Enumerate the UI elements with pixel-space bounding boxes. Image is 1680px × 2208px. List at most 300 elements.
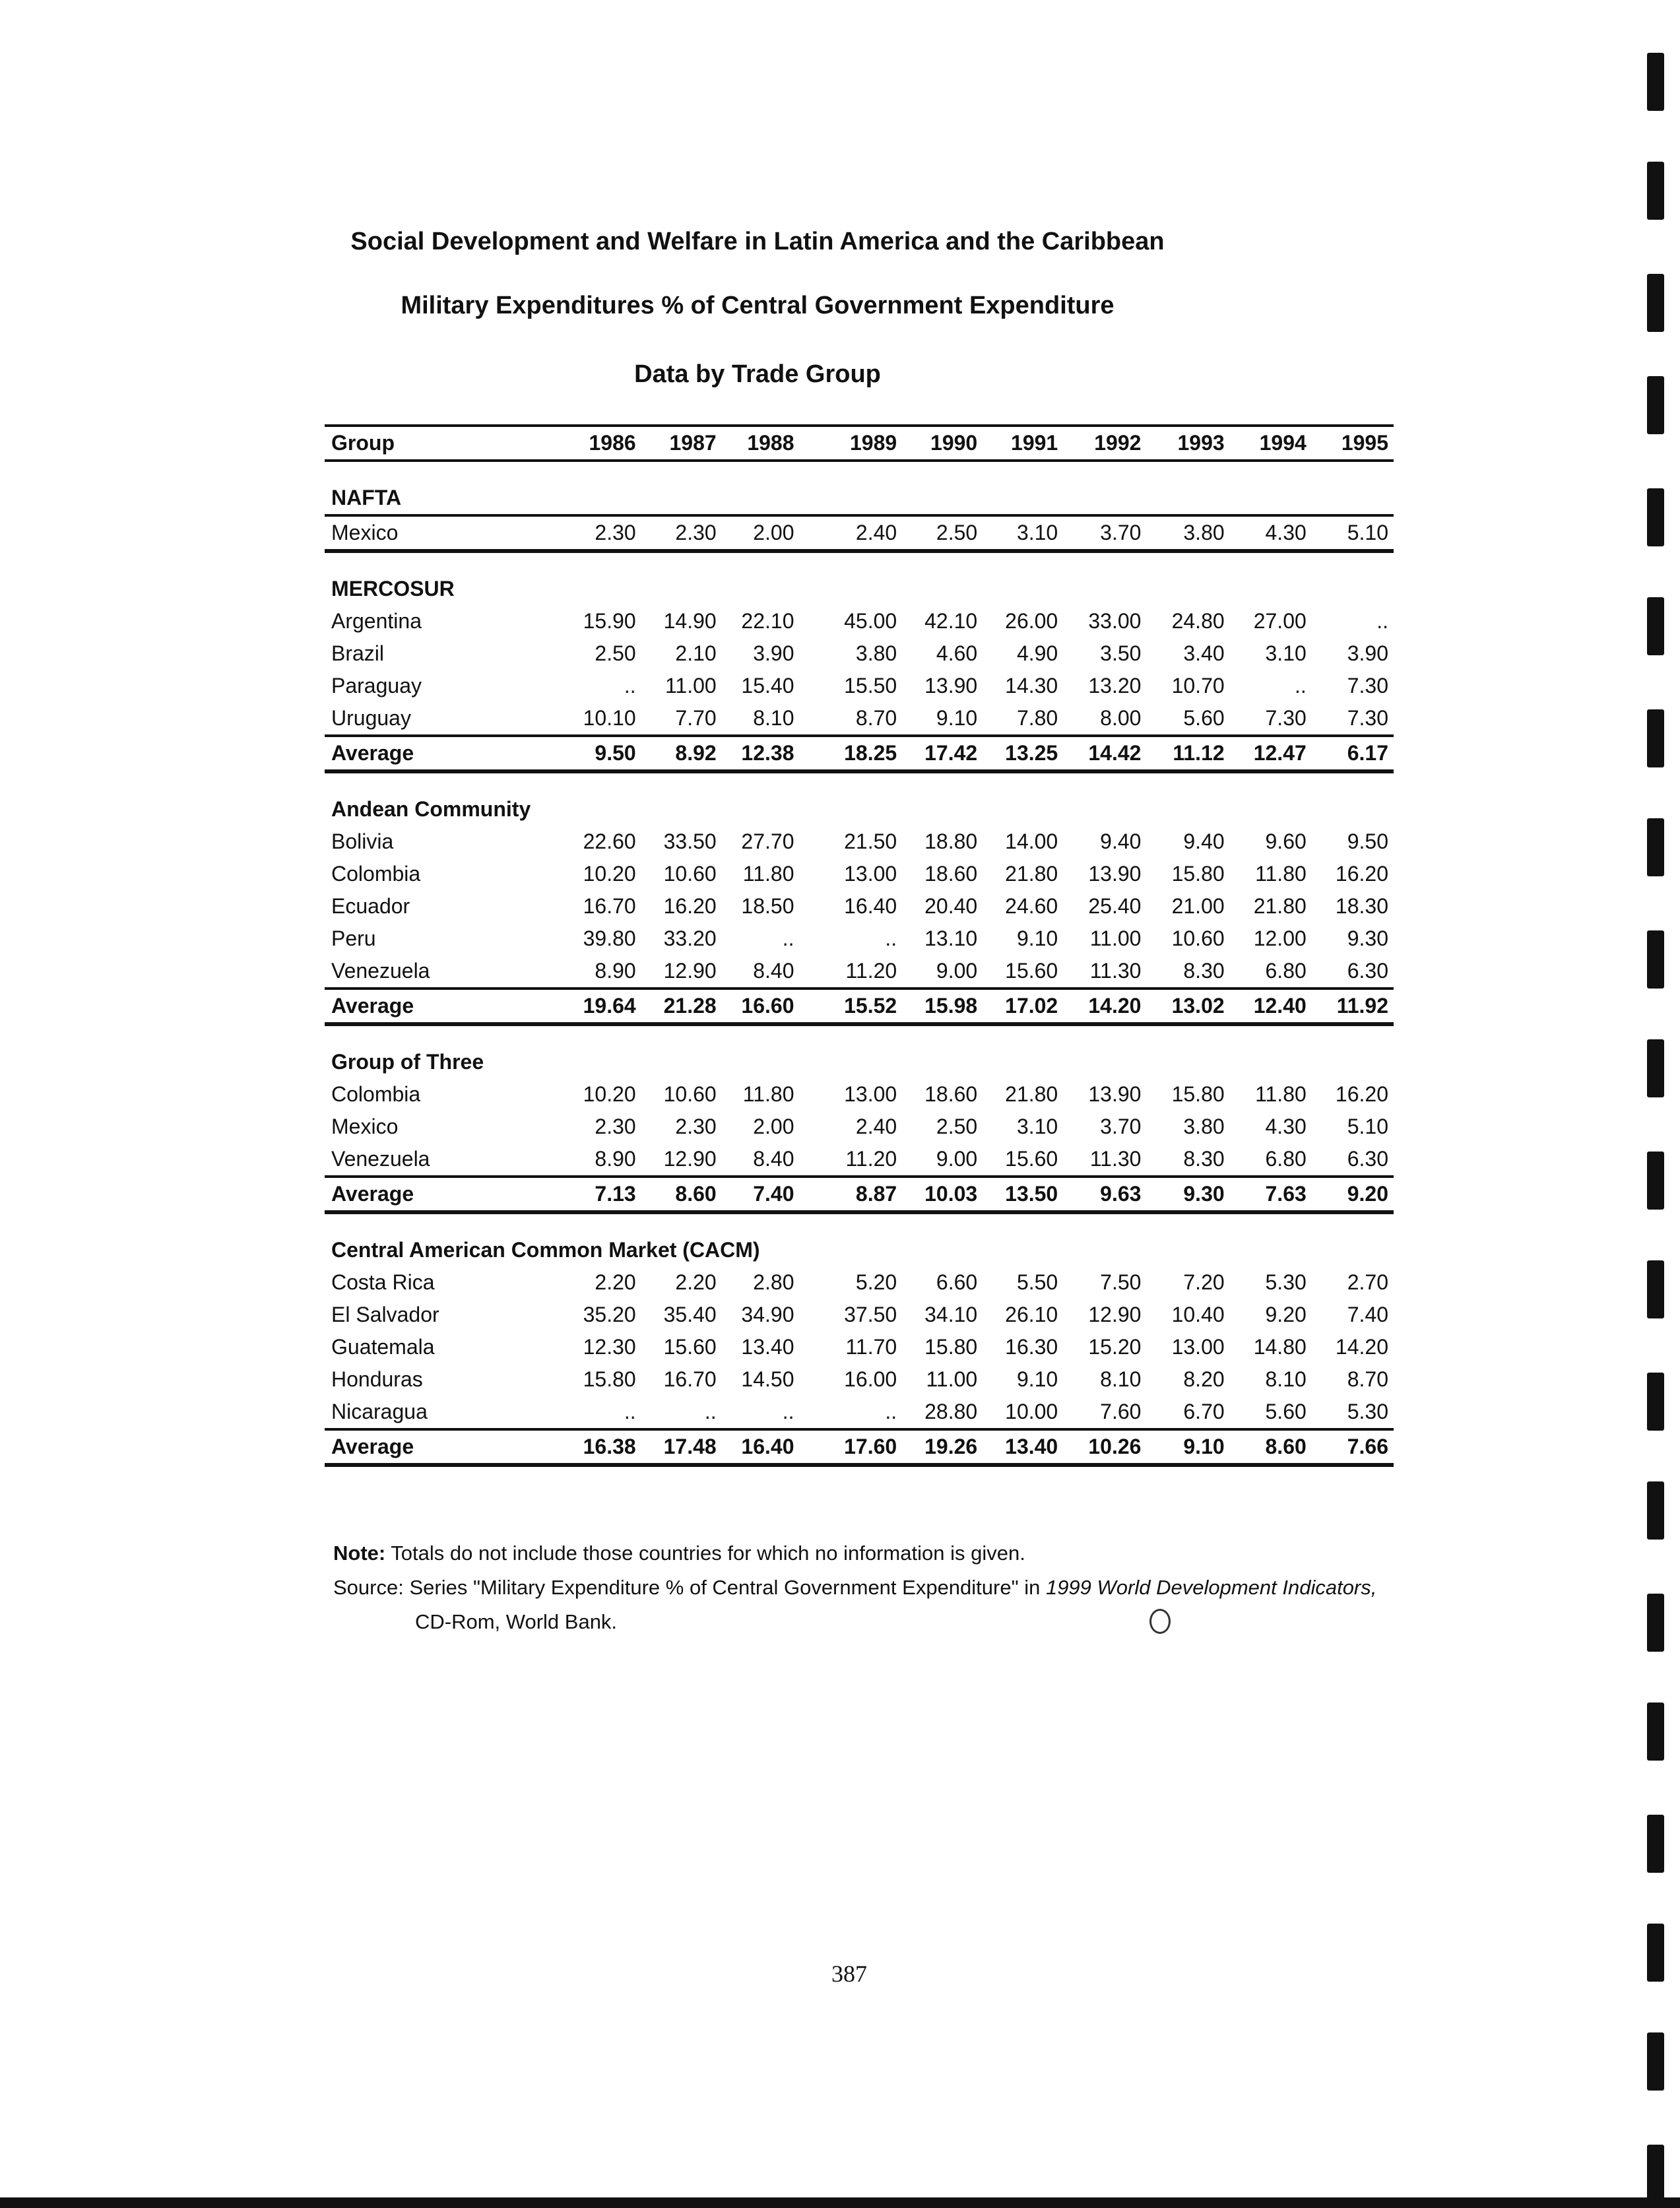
value-cell: 10.70 — [1171, 674, 1225, 698]
value-cell: 12.90 — [1088, 1303, 1142, 1326]
binding-hole-mark — [1647, 1481, 1664, 1540]
value-cell: 3.10 — [983, 515, 1063, 551]
average-row — [325, 736, 1394, 771]
value-cell: 16.40 — [844, 894, 897, 918]
group-header-row — [325, 771, 1394, 826]
value-cell: 18.80 — [924, 829, 978, 853]
note-label: Note: — [333, 1542, 386, 1565]
value-cell: 13.00 — [844, 862, 897, 886]
value-cell: 26.10 — [1005, 1303, 1058, 1326]
value-cell: 15.80 — [1171, 862, 1225, 886]
value-cell: 16.00 — [844, 1367, 897, 1391]
country-label: Argentina — [331, 609, 422, 633]
value-cell: 2.20 — [675, 1270, 717, 1294]
value-cell: 11.80 — [1255, 1082, 1307, 1106]
value-cell: 6.80 — [1265, 959, 1307, 983]
value-cell: 21.80 — [1005, 862, 1058, 886]
average-value-cell: 18.25 — [800, 736, 903, 771]
value-cell: 6.80 — [1265, 1147, 1307, 1171]
country-label: Bolivia — [331, 829, 394, 853]
average-label: Average — [325, 1429, 546, 1465]
average-value-cell: 7.63 — [1230, 1177, 1312, 1212]
value-cell: 3.70 — [1100, 1115, 1142, 1138]
value-cell: 8.10 — [1100, 1367, 1142, 1391]
value-cell: 7.60 — [1100, 1400, 1142, 1423]
table-row — [325, 1363, 1394, 1396]
binding-hole-mark — [1647, 1703, 1664, 1761]
value-cell: 24.80 — [1171, 609, 1225, 633]
value-cell: 10.20 — [583, 1082, 636, 1106]
value-cell: 45.00 — [844, 609, 897, 633]
source-text: Series "Military Expenditure % of Central Government Expenditure" in — [403, 1576, 1046, 1599]
table-row — [325, 890, 1394, 923]
country-label: Uruguay — [331, 706, 411, 730]
table-row — [325, 1396, 1394, 1429]
binding-hole-mark — [1647, 2032, 1664, 2091]
value-cell: 13.20 — [1088, 674, 1142, 698]
value-cell: 18.30 — [1335, 894, 1388, 918]
average-value-cell: 7.13 — [546, 1177, 641, 1212]
average-value-cell: 10.26 — [1063, 1429, 1146, 1465]
source-line-2: CD-Rom, World Bank. — [415, 1610, 618, 1633]
header-cell: 1987 — [641, 426, 722, 461]
value-cell: 35.40 — [663, 1303, 717, 1326]
source-label: Source: — [333, 1576, 404, 1599]
average-label: Average — [325, 1177, 546, 1212]
value-cell: 6.30 — [1347, 1147, 1388, 1171]
value-cell: 3.80 — [855, 641, 897, 665]
average-value-cell: 10.03 — [902, 1177, 983, 1212]
value-cell: 26.00 — [1005, 609, 1058, 633]
binding-hole-mark — [1647, 376, 1664, 434]
value-cell: .. — [885, 926, 897, 950]
header-cell: 1990 — [902, 426, 983, 461]
value-cell: 7.30 — [1265, 706, 1307, 730]
binding-hole-mark — [1647, 1815, 1664, 1873]
average-value-cell: 8.87 — [800, 1177, 903, 1212]
value-cell: 39.80 — [583, 926, 636, 950]
value-cell: 11.30 — [1089, 959, 1142, 983]
value-cell: 9.50 — [1347, 829, 1388, 853]
country-label: Paraguay — [331, 674, 422, 698]
value-cell: 2.30 — [595, 1115, 636, 1138]
value-cell: 11.00 — [1089, 926, 1142, 950]
country-label: Guatemala — [331, 1335, 435, 1359]
value-cell: 10.60 — [663, 1082, 717, 1106]
value-cell: 2.70 — [1347, 1270, 1388, 1294]
note-line — [333, 1536, 1521, 1571]
value-cell: 7.30 — [1347, 674, 1388, 698]
table-row — [325, 670, 1394, 702]
table-row — [325, 826, 1394, 858]
value-cell: 4.60 — [936, 641, 978, 665]
value-cell: 6.60 — [936, 1270, 978, 1294]
value-cell: 16.20 — [1335, 1082, 1388, 1106]
value-cell: 9.10 — [1016, 1367, 1058, 1391]
value-cell: 4.30 — [1265, 1115, 1307, 1138]
table-row — [325, 515, 1394, 551]
average-value-cell: 17.60 — [800, 1429, 903, 1465]
binding-hole-mark — [1647, 1260, 1664, 1318]
binding-hole-mark — [1647, 2145, 1664, 2203]
value-cell: 15.80 — [1171, 1082, 1225, 1106]
header-cell: 1989 — [800, 426, 903, 461]
value-cell: 9.10 — [936, 706, 978, 730]
value-cell: 8.40 — [753, 1147, 794, 1171]
value-cell: .. — [885, 1400, 897, 1423]
value-cell: 13.90 — [924, 674, 978, 698]
header-cell: 1992 — [1063, 426, 1146, 461]
value-cell: 8.10 — [1265, 1367, 1307, 1391]
table-row — [325, 1143, 1394, 1177]
value-cell: 8.30 — [1183, 1147, 1225, 1171]
value-cell: 9.40 — [1183, 829, 1225, 853]
group-header-row — [325, 1024, 1394, 1078]
value-cell: 5.30 — [1265, 1270, 1307, 1294]
value-cell: 9.40 — [1100, 829, 1142, 853]
value-cell: 12.30 — [583, 1335, 636, 1359]
value-cell: 3.90 — [1347, 641, 1388, 665]
value-cell: 5.50 — [1016, 1270, 1058, 1294]
group-name: MERCOSUR — [331, 577, 455, 601]
binding-hole-mark — [1647, 53, 1664, 111]
average-value-cell: 19.26 — [902, 1429, 983, 1465]
value-cell: 11.30 — [1089, 1147, 1142, 1171]
header-cell: 1995 — [1312, 426, 1394, 461]
average-value-cell: 9.30 — [1146, 1177, 1229, 1212]
value-cell: 10.10 — [583, 706, 636, 730]
value-cell: 14.80 — [1253, 1335, 1307, 1359]
value-cell: 2.20 — [595, 1270, 636, 1294]
value-cell: 2.40 — [800, 515, 903, 551]
value-cell: 7.80 — [1016, 706, 1058, 730]
value-cell: 6.70 — [1183, 1400, 1225, 1423]
value-cell: 33.50 — [663, 829, 717, 853]
value-cell: 15.20 — [1088, 1335, 1142, 1359]
value-cell: 5.30 — [1347, 1400, 1388, 1423]
value-cell: 2.00 — [753, 1115, 794, 1138]
notes-block — [333, 1536, 1521, 1639]
value-cell: 2.80 — [753, 1270, 794, 1294]
average-value-cell: 9.50 — [546, 736, 641, 771]
average-value-cell: 11.92 — [1312, 989, 1394, 1024]
average-row — [325, 989, 1394, 1024]
value-cell: 16.70 — [583, 894, 636, 918]
value-cell: 5.60 — [1183, 706, 1225, 730]
average-value-cell: 19.64 — [546, 989, 641, 1024]
country-label: Nicaragua — [331, 1400, 428, 1423]
binding-hole-mark — [1647, 162, 1664, 220]
average-value-cell: 14.42 — [1063, 736, 1146, 771]
average-value-cell: 7.66 — [1312, 1429, 1394, 1465]
binding-hole-mark — [1647, 818, 1664, 876]
average-value-cell: 9.10 — [1146, 1429, 1229, 1465]
value-cell: 7.50 — [1100, 1270, 1142, 1294]
average-value-cell: 16.40 — [722, 1429, 800, 1465]
value-cell: 10.60 — [663, 862, 717, 886]
value-cell: 42.10 — [924, 609, 978, 633]
value-cell: 13.00 — [1171, 1335, 1225, 1359]
average-value-cell: 17.02 — [983, 989, 1063, 1024]
value-cell: 22.10 — [741, 609, 794, 633]
table-row — [325, 1299, 1394, 1331]
table-row — [325, 1331, 1394, 1363]
binding-hole-mark — [1647, 1373, 1664, 1431]
value-cell: 11.80 — [742, 1082, 794, 1106]
value-cell: 15.40 — [741, 674, 794, 698]
average-value-cell: 12.47 — [1230, 736, 1312, 771]
document-section-title: Data by Trade Group — [634, 360, 881, 388]
table-row — [325, 637, 1394, 670]
value-cell: 3.80 — [1183, 1115, 1225, 1138]
value-cell: 20.40 — [924, 894, 978, 918]
value-cell: .. — [782, 926, 794, 950]
value-cell: 13.40 — [741, 1335, 794, 1359]
binding-hole-mark — [1647, 1924, 1664, 1982]
average-value-cell: 12.40 — [1230, 989, 1312, 1024]
average-label: Average — [325, 736, 546, 771]
value-cell: 21.80 — [1253, 894, 1307, 918]
value-cell: 12.90 — [663, 959, 717, 983]
value-cell: 2.30 — [641, 515, 722, 551]
value-cell: 4.90 — [1016, 641, 1058, 665]
average-value-cell: 13.50 — [983, 1177, 1063, 1212]
value-cell: 9.60 — [1265, 829, 1307, 853]
table-row — [325, 923, 1394, 955]
value-cell: 10.40 — [1171, 1303, 1225, 1326]
average-value-cell: 15.98 — [902, 989, 983, 1024]
country-label: Venezuela — [331, 1147, 430, 1171]
header-cell: 1988 — [722, 426, 800, 461]
value-cell: 2.50 — [936, 1115, 978, 1138]
value-cell: 3.50 — [1100, 641, 1142, 665]
value-cell: 9.00 — [936, 1147, 978, 1171]
value-cell: 8.90 — [595, 959, 636, 983]
value-cell: 15.80 — [924, 1335, 978, 1359]
table-header-row — [325, 426, 1394, 461]
value-cell: 11.70 — [845, 1335, 897, 1359]
value-cell: 25.40 — [1088, 894, 1142, 918]
value-cell: 7.70 — [675, 706, 717, 730]
value-cell: 27.70 — [741, 829, 794, 853]
average-value-cell: 12.38 — [722, 736, 800, 771]
value-cell: 8.70 — [1347, 1367, 1388, 1391]
value-cell: 37.50 — [844, 1303, 897, 1326]
value-cell: 18.60 — [924, 1082, 978, 1106]
value-cell: 8.10 — [753, 706, 794, 730]
header-cell: 1993 — [1146, 426, 1229, 461]
value-cell: 13.10 — [924, 926, 978, 950]
country-label: Costa Rica — [331, 1270, 435, 1294]
value-cell: 11.20 — [845, 1147, 897, 1171]
value-cell: 8.90 — [595, 1147, 636, 1171]
country-label: Colombia — [331, 862, 421, 886]
value-cell: .. — [782, 1400, 794, 1423]
document-title: Social Development and Welfare in Latin America and the Caribbean — [350, 228, 1165, 255]
value-cell: 3.40 — [1183, 641, 1225, 665]
average-label: Average — [325, 989, 546, 1024]
binding-hole-mark — [1647, 1039, 1664, 1097]
value-cell: 9.20 — [1265, 1303, 1307, 1326]
value-cell: 3.90 — [753, 641, 794, 665]
military-expenditure-table — [325, 424, 1394, 1467]
value-cell: 3.80 — [1146, 515, 1229, 551]
value-cell: .. — [1376, 609, 1388, 633]
value-cell: 21.00 — [1171, 894, 1225, 918]
value-cell: 21.80 — [1005, 1082, 1058, 1106]
average-value-cell: 13.25 — [983, 736, 1063, 771]
value-cell: 2.50 — [595, 641, 636, 665]
value-cell: 14.90 — [663, 609, 717, 633]
average-value-cell: 11.12 — [1146, 736, 1229, 771]
value-cell: 5.60 — [1265, 1400, 1307, 1423]
average-value-cell: 21.28 — [641, 989, 722, 1024]
binding-hole-mark — [1647, 274, 1664, 332]
value-cell: 2.30 — [675, 1115, 717, 1138]
value-cell: 5.20 — [855, 1270, 897, 1294]
value-cell: 11.80 — [1255, 862, 1307, 886]
scan-bottom-edge — [0, 2197, 1680, 2208]
value-cell: 3.10 — [1265, 641, 1307, 665]
value-cell: 10.60 — [1171, 926, 1225, 950]
value-cell: 11.80 — [742, 862, 794, 886]
table-body — [325, 461, 1394, 1465]
value-cell: 14.30 — [1005, 674, 1058, 698]
average-value-cell: 7.40 — [722, 1177, 800, 1212]
value-cell: 8.20 — [1183, 1367, 1225, 1391]
value-cell: 13.00 — [844, 1082, 897, 1106]
value-cell: 15.60 — [663, 1335, 717, 1359]
average-value-cell: 9.63 — [1063, 1177, 1146, 1212]
binding-hole-mark — [1647, 597, 1664, 655]
value-cell: .. — [1295, 674, 1307, 698]
group-header-row — [325, 461, 1394, 515]
binding-hole-mark — [1647, 1152, 1664, 1210]
value-cell: 8.70 — [855, 706, 897, 730]
value-cell: 9.10 — [1016, 926, 1058, 950]
value-cell: 15.60 — [1005, 959, 1058, 983]
group-name: NAFTA — [331, 486, 402, 509]
country-label: Mexico — [325, 515, 546, 551]
table-row — [325, 605, 1394, 637]
value-cell: 7.20 — [1183, 1270, 1225, 1294]
value-cell: 35.20 — [583, 1303, 636, 1326]
table-row — [325, 1111, 1394, 1143]
value-cell: 33.00 — [1088, 609, 1142, 633]
average-value-cell: 6.17 — [1312, 736, 1394, 771]
country-label: Brazil — [331, 641, 385, 665]
table-row — [325, 1266, 1394, 1299]
country-label: Honduras — [331, 1367, 423, 1391]
binding-hole-mark — [1647, 1594, 1664, 1652]
value-cell: 10.00 — [1005, 1400, 1058, 1423]
country-label: Venezuela — [331, 959, 430, 983]
average-value-cell: 17.42 — [902, 736, 983, 771]
value-cell: 21.50 — [844, 829, 897, 853]
average-value-cell: 14.20 — [1063, 989, 1146, 1024]
value-cell: 16.20 — [663, 894, 717, 918]
value-cell: 13.90 — [1088, 1082, 1142, 1106]
average-value-cell: 13.40 — [983, 1429, 1063, 1465]
source-line — [333, 1571, 1521, 1605]
table-row — [325, 1078, 1394, 1111]
page-number: 387 — [831, 1961, 867, 1987]
table-row — [325, 955, 1394, 989]
value-cell: 9.30 — [1347, 926, 1388, 950]
document-subtitle: Military Expenditures % of Central Government Expenditure — [401, 292, 1115, 319]
value-cell: 2.00 — [722, 515, 800, 551]
value-cell: 9.00 — [936, 959, 978, 983]
value-cell: 34.90 — [741, 1303, 794, 1326]
country-label: Colombia — [331, 1082, 421, 1106]
group-header-row — [325, 551, 1394, 605]
value-cell: 5.10 — [1347, 1115, 1388, 1138]
group-name: Andean Community — [331, 797, 531, 821]
average-value-cell: 8.60 — [1230, 1429, 1312, 1465]
value-cell: 14.20 — [1335, 1335, 1388, 1359]
circle-mark — [1149, 1609, 1171, 1634]
group-name: Group of Three — [331, 1050, 484, 1074]
value-cell: .. — [704, 1400, 717, 1423]
value-cell: 18.50 — [741, 894, 794, 918]
value-cell: 10.20 — [583, 862, 636, 886]
average-value-cell: 13.02 — [1146, 989, 1229, 1024]
value-cell: 13.90 — [1088, 862, 1142, 886]
binding-hole-mark — [1647, 930, 1664, 989]
country-label: Ecuador — [331, 894, 410, 918]
average-value-cell: 16.38 — [546, 1429, 641, 1465]
value-cell: 7.40 — [1347, 1303, 1388, 1326]
average-value-cell: 16.60 — [722, 989, 800, 1024]
average-value-cell: 17.48 — [641, 1429, 722, 1465]
value-cell: 8.00 — [1100, 706, 1142, 730]
value-cell: 12.90 — [663, 1147, 717, 1171]
country-label: Peru — [331, 926, 376, 950]
average-row — [325, 1429, 1394, 1465]
value-cell: 22.60 — [583, 829, 636, 853]
value-cell: .. — [624, 1400, 636, 1423]
value-cell: 28.80 — [924, 1400, 978, 1423]
value-cell: 2.10 — [675, 641, 717, 665]
binding-hole-mark — [1647, 709, 1664, 767]
value-cell: 5.10 — [1312, 515, 1394, 551]
average-value-cell: 9.20 — [1312, 1177, 1394, 1212]
note-text: Totals do not include those countries for which no information is given. — [385, 1542, 1025, 1565]
value-cell: 12.00 — [1253, 926, 1307, 950]
value-cell: 16.20 — [1335, 862, 1388, 886]
value-cell: .. — [624, 674, 636, 698]
group-header-row — [325, 1212, 1394, 1266]
value-cell: 16.70 — [663, 1367, 717, 1391]
value-cell: 15.60 — [1005, 1147, 1058, 1171]
value-cell: 2.40 — [855, 1115, 897, 1138]
binding-marks — [1607, 0, 1680, 2208]
source-title: 1999 World Development Indicators, — [1045, 1576, 1377, 1599]
value-cell: 6.30 — [1347, 959, 1388, 983]
header-cell: 1991 — [983, 426, 1063, 461]
value-cell: 14.00 — [1005, 829, 1058, 853]
value-cell: 4.30 — [1230, 515, 1312, 551]
value-cell: 27.00 — [1253, 609, 1307, 633]
value-cell: 14.50 — [741, 1367, 794, 1391]
header-cell: 1994 — [1230, 426, 1312, 461]
value-cell: 3.70 — [1063, 515, 1146, 551]
value-cell: 11.00 — [664, 674, 717, 698]
value-cell: 3.10 — [1016, 1115, 1058, 1138]
table-row — [325, 858, 1394, 890]
value-cell: 2.30 — [546, 515, 641, 551]
average-value-cell: 8.92 — [641, 736, 722, 771]
